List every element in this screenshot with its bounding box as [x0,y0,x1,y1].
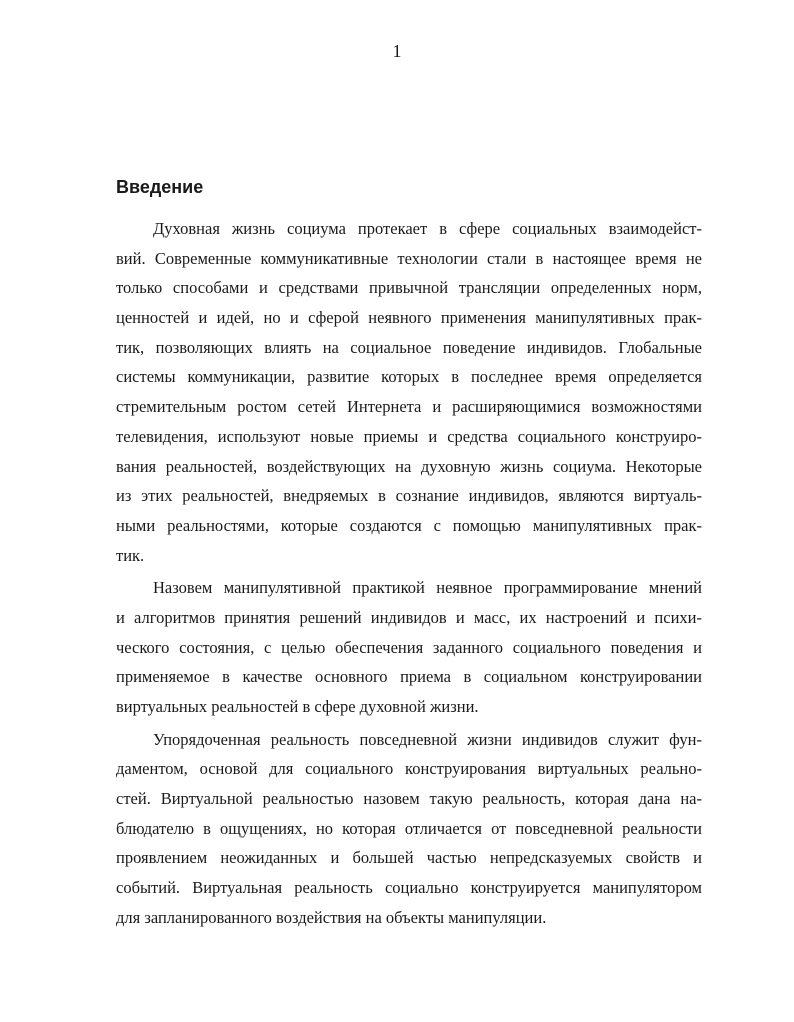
text-line: только способами и средствами привычной трансляции определенных норм, [116,278,702,298]
text-line: блюдателю в ощущениях, но которая отличается от повседневной реальности [116,818,702,838]
text-line: даментом, основой для социального конструирования виртуальных реально- [116,759,702,779]
text-line: тик. [116,545,145,565]
text-line: применяемое в качестве основного приема в социальном конструировании [116,667,702,687]
section-heading: Введение [116,177,204,197]
text-line: проявлением неожиданных и большей частью непредсказуемых свойств и [116,848,702,868]
paragraph [116,725,702,933]
text-line: вий. Современные коммуникативные технологии стали в настоящее время не [116,248,702,268]
text-line: ными реальностями, которые создаются с помощью манипулятивных прак- [116,515,702,535]
text-line: стей. Виртуальной реальностью назовем такую реальность, которая дана на- [116,789,702,809]
text-line: телевидения, используют новые приемы и средства социального конструиро- [116,426,702,446]
text-line: ческого состояния, с целью обеспечения заданного социального поведения и [116,637,702,657]
paragraph [116,214,702,570]
page-number: 1 [392,41,402,61]
text-line: вания реальностей, воздействующих на духовную жизнь социума. Некоторые [116,456,702,476]
text-line: Духовная жизнь социума протекает в сфере социальных взаимодейст- [153,219,702,238]
text-line: системы коммуникации, развитие которых в последнее время определяется [116,367,702,387]
text-line: и алгоритмов принятия решений индивидов и масс, их настроений и психи- [116,607,702,627]
text-line: ценностей и идей, но и сферой неявного применения манипулятивных прак- [116,308,702,328]
text-line: виртуальных реальностей в сфере духовной жизни. [116,697,479,716]
body-text [116,214,702,933]
text-line: тик, позволяющих влиять на социальное поведение индивидов. Глобальные [116,337,702,357]
text-line: Упорядоченная реальность повседневной жизни индивидов служит фун- [153,729,702,749]
text-line: стремительным ростом сетей Интернета и расширяющимися возможностями [116,397,702,417]
text-line: из этих реальностей, внедряемых в сознание индивидов, являются виртуаль- [116,486,702,506]
text-line: Назовем манипулятивной практикой неявное программирование мнений [153,578,702,598]
text-line: событий. Виртуальная реальность социально конструируется манипулятором [116,878,702,898]
text-line: для запланированного воздействия на объекты манипуляции. [116,907,547,927]
paragraph [116,573,702,721]
